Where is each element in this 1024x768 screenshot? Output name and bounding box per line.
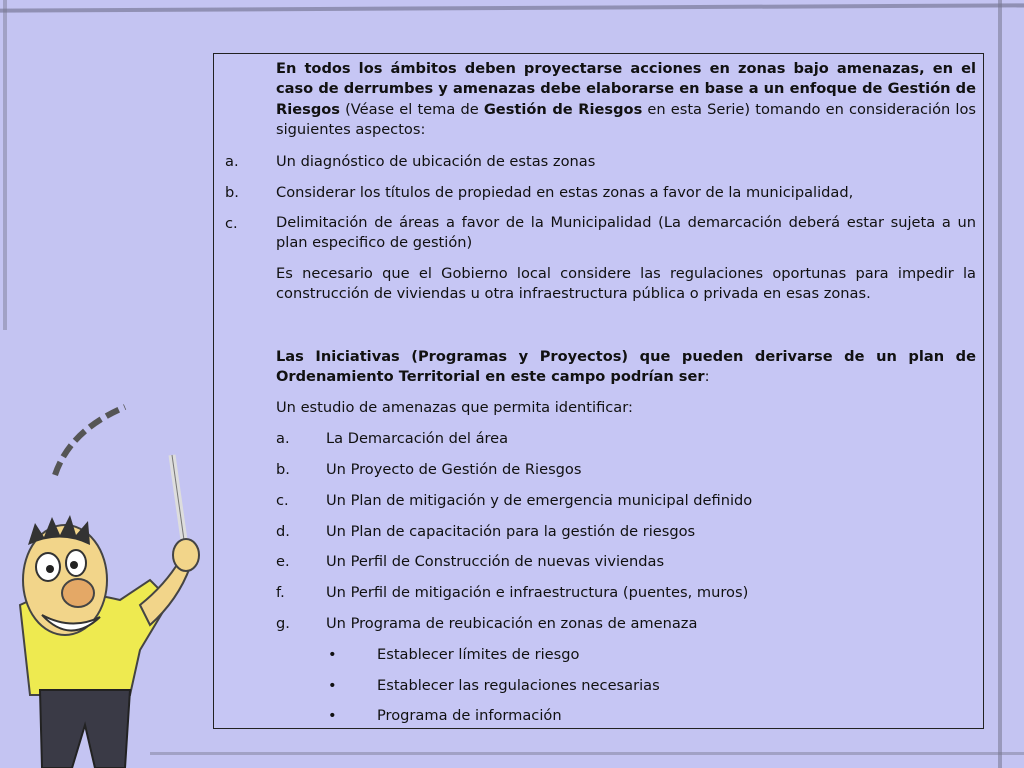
initiative-text: Un Programa de reubicación en zonas de amenaza [326,615,698,632]
initiative-label: d. [276,523,290,540]
frame-left-line [3,0,7,330]
frame-bottom-line [150,752,1024,755]
bullet-text: Establecer las regulaciones necesarias [377,677,660,694]
note-paragraph: Es necesario que el Gobierno local considere las regulaciones oportunas para impedir la construcción de viviendas u otra infraestructura pública o privada en esas zonas. [276,265,976,303]
frame-right-line [998,0,1002,768]
aspect-label: a. [225,153,239,170]
dark-pants [40,690,130,768]
initiative-label: e. [276,553,290,570]
intro-bold-reference: Gestión de Riesgos [483,100,643,118]
intro-bold-text: En todos los ámbitos deben proyectarse acciones en zonas bajo amenazas, en el caso de derrumbes y amenazas debe elaborarse en base a un enfoque de Gestión de Riesgos [276,60,976,118]
initiative-text: Un Perfil de mitigación e infraestructura (puentes, muros) [326,584,749,601]
intro-paragraph [276,59,976,140]
teacher-character-illustration [0,395,215,768]
intro-text-end: en esta Serie) tomando en consideración los siguientes aspectos: [276,100,976,138]
initiatives-heading [276,347,976,388]
initiative-label: f. [276,584,285,601]
initiative-text: Un Perfil de Construcción de nuevas viviendas [326,553,665,570]
aspect-text: Considerar los títulos de propiedad en estas zonas a favor de la municipalidad, [276,184,854,201]
initiative-text: Un Plan de capacitación para la gestión de riesgos [326,523,696,540]
initiatives-heading-bold: Las Iniciativas (Programas y Proyectos) que pueden derivarse de un plan de Ordenamiento Territorial en este campo podrían ser [276,348,976,386]
nose [62,579,94,607]
initiative-text: Un Proyecto de Gestión de Riesgos [326,461,582,478]
hand [173,539,199,571]
aspect-label: b. [225,184,239,201]
swoosh-arc [55,407,125,475]
bullet-text: Establecer límites de riesgo [377,646,580,663]
aspect-label: c. [225,215,238,232]
intro-text: (Véase el tema de [339,100,484,118]
initiative-text: Un Plan de mitigación y de emergencia municipal definido [326,492,753,509]
aspect-text-wrapped: Delimitación de áreas a favor de la Municipalidad (La demarcación deberá estar sujeta a un plan especifico de gestión) [276,214,976,252]
frame-top-line [0,3,1024,12]
initiative-label: b. [276,461,290,478]
initiative-label: c. [276,492,289,509]
study-text: Un estudio de amenazas que permita identificar: [276,399,633,416]
initiative-label: g. [276,615,290,632]
initiatives-heading-colon: : [704,368,710,386]
bullet-icon: • [328,646,337,663]
bullet-icon: • [328,707,337,724]
initiative-text: La Demarcación del área [326,430,509,447]
aspect-text: Un diagnóstico de ubicación de estas zonas [276,153,596,170]
content-text-box [213,53,984,729]
initiative-label: a. [276,430,290,447]
bullet-icon: • [328,677,337,694]
bullet-text: Programa de información [377,707,562,724]
